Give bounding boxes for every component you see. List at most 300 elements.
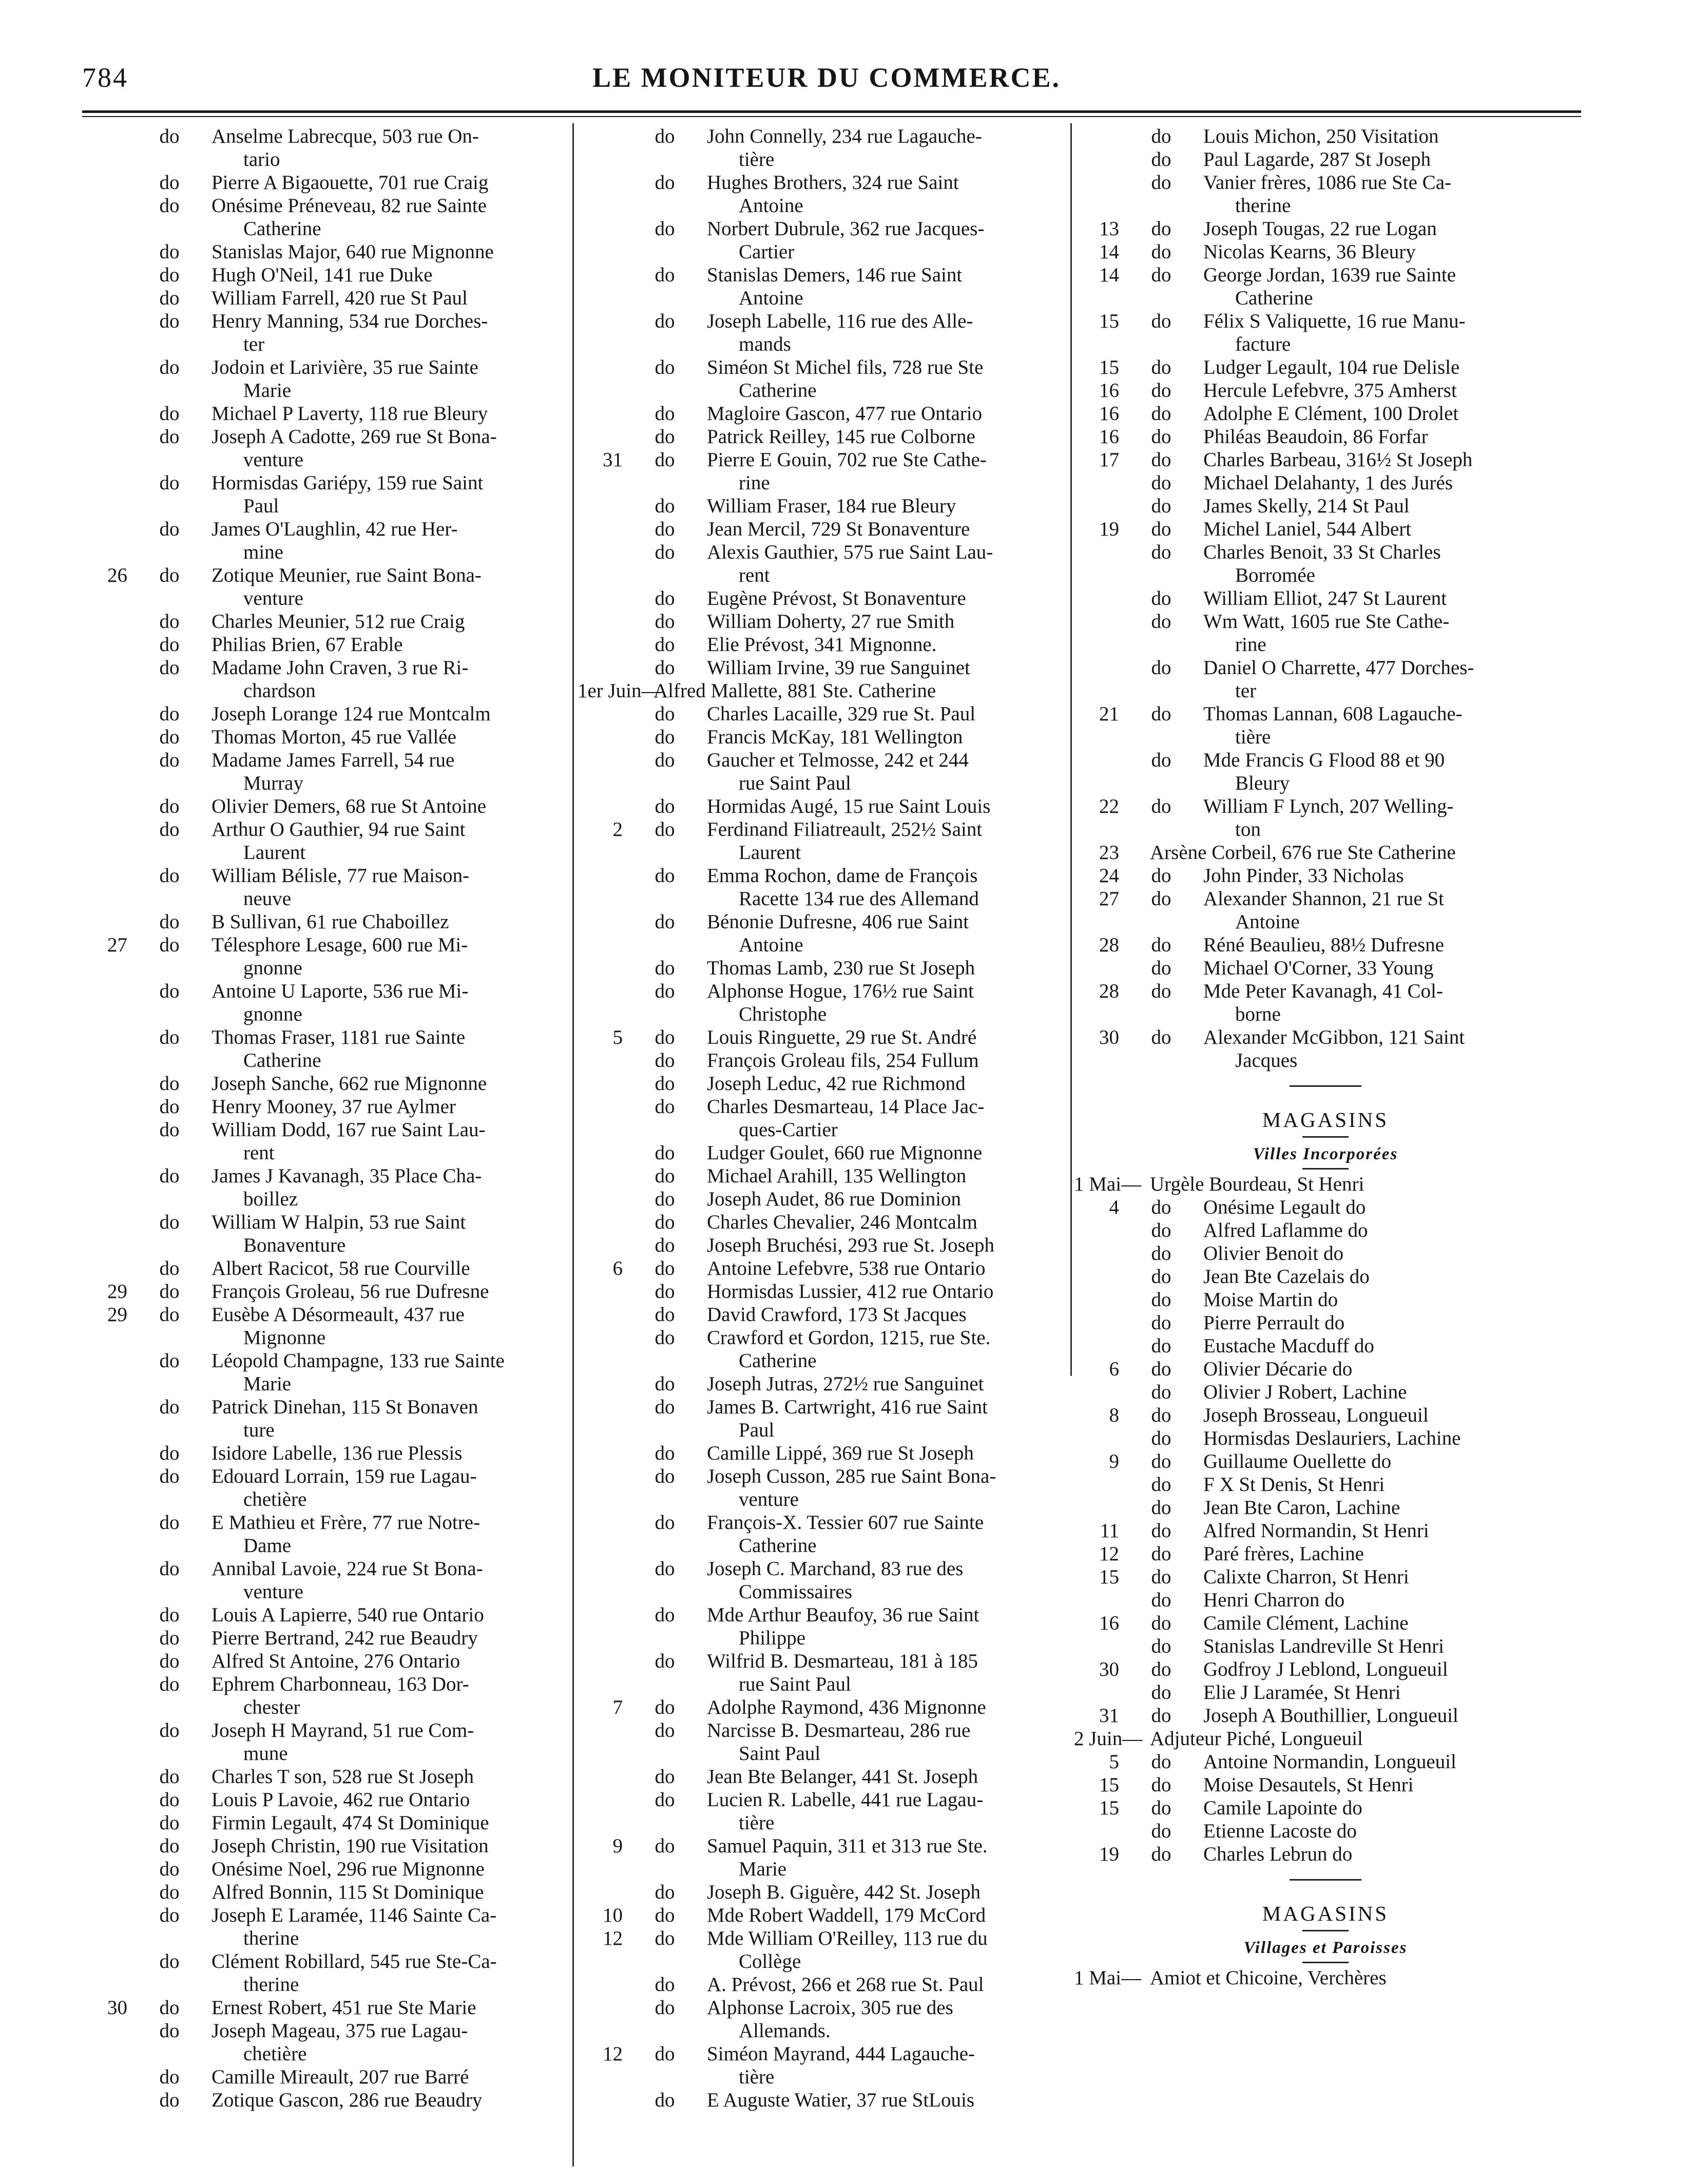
column-separator [572, 123, 574, 2167]
entry-line: Joseph Lorange 124 rue Montcalm [212, 703, 491, 725]
section-title: MAGASINS [1262, 1902, 1389, 1925]
list-entry [578, 725, 1068, 749]
entry-line: Onésime Noel, 296 rue Mignonne [212, 1858, 485, 1880]
entry-line: Saint Paul [739, 1742, 821, 1765]
entry-line: Hormidas Augé, 15 rue Saint Louis [707, 795, 991, 817]
entry-line: Narcisse B. Desmarteau, 286 rue [707, 1719, 971, 1741]
ditto-mark: do [655, 1696, 675, 1718]
entry-line: Joseph C. Marchand, 83 rue des [707, 1558, 964, 1580]
list-entry [1074, 1173, 1577, 1196]
ditto-mark: do [1151, 171, 1171, 194]
list-entry [578, 1904, 1068, 1927]
ditto-mark: do [159, 865, 180, 887]
entry-line: Catherine [243, 218, 321, 240]
list-entry [578, 1788, 1068, 1834]
entry-date: 29 [107, 1280, 127, 1302]
entry-date: 15 [1099, 1774, 1119, 1796]
entry-line: Vanier frères, 1086 rue Ste Ca- [1203, 171, 1451, 194]
ditto-mark: do [1151, 795, 1171, 817]
list-entry [578, 356, 1068, 402]
entry-line: ton [1235, 818, 1261, 840]
list-entry [82, 818, 570, 864]
entry-line: Pierre Perrault do [1203, 1312, 1345, 1334]
section-divider [1302, 1168, 1349, 1170]
ditto-mark: do [1151, 980, 1171, 1002]
list-entry [578, 980, 1068, 1026]
ditto-mark: do [1151, 1219, 1171, 1241]
ditto-mark: do [159, 1442, 180, 1464]
entry-line: Hormisdas Lussier, 412 rue Ontario [707, 1280, 994, 1302]
entry-line: Joseph Christin, 190 rue Visitation [212, 1835, 489, 1857]
entry-line: Marie [739, 1858, 787, 1880]
entry-line: Amiot et Chicoine, Verchères [1150, 1967, 1387, 1989]
list-entry [82, 2065, 570, 2089]
ditto-mark: do [159, 171, 180, 194]
entry-date: 21 [1099, 703, 1119, 725]
list-entry [82, 656, 570, 702]
ditto-mark: do [1151, 1820, 1171, 1842]
ditto-mark: do [655, 2089, 675, 2111]
list-entry [1074, 448, 1577, 471]
list-entry [82, 1996, 570, 2019]
ditto-mark: do [655, 1465, 675, 1487]
list-entry [578, 587, 1068, 610]
entry-date: 15 [1099, 310, 1119, 332]
entry-line: Cartier [739, 241, 795, 263]
header-rule-thin [82, 116, 1581, 117]
entry-line: E Mathieu et Frère, 77 rue Notre- [212, 1511, 481, 1534]
entry-date: 12 [603, 2043, 623, 2065]
ditto-mark: do [655, 980, 675, 1002]
entry-date: 30 [1099, 1026, 1119, 1048]
entry-line: Ephrem Charbonneau, 163 Dor- [212, 1673, 469, 1695]
entry-line: Dame [243, 1535, 292, 1557]
entry-line: Annibal Lavoie, 224 rue St Bona- [212, 1558, 483, 1580]
ditto-mark: do [655, 1835, 675, 1857]
list-entry [1074, 1404, 1577, 1427]
ditto-mark: do [655, 1026, 675, 1048]
entry-line: Antoine Lefebvre, 538 rue Ontario [707, 1257, 986, 1279]
list-entry [1074, 379, 1577, 402]
ditto-mark: do [159, 2066, 180, 2088]
entry-line: Antoine [739, 195, 803, 217]
ditto-mark: do [1151, 241, 1171, 263]
list-entry [1074, 494, 1577, 518]
ditto-mark: do [1151, 426, 1171, 448]
entry-line: Thomas Lamb, 230 rue St Joseph [707, 957, 975, 979]
entry-date: 28 [1099, 980, 1119, 1002]
entry-line: E Auguste Watier, 37 rue StLouis [707, 2089, 975, 2111]
ditto-mark: do [1151, 610, 1171, 633]
list-entry [82, 1257, 570, 1280]
entry-line: Mignonne [243, 1327, 326, 1349]
entry-line: Catherine [739, 379, 817, 401]
ditto-mark: do [655, 1789, 675, 1811]
ditto-mark: do [1151, 1404, 1171, 1426]
entry-date: 5 [1109, 1751, 1119, 1773]
ditto-mark: do [159, 726, 180, 748]
entry-line: Eusèbe A Désormeault, 437 rue [212, 1304, 465, 1326]
entry-line: Stanislas Landreville St Henri [1203, 1635, 1444, 1657]
entry-date: 15 [1099, 356, 1119, 378]
ditto-mark: do [655, 1558, 675, 1580]
ditto-mark: do [159, 1627, 180, 1649]
entry-line: Edouard Lorrain, 159 rue Lagau- [212, 1465, 477, 1487]
ditto-mark: do [655, 1049, 675, 1071]
ditto-mark: do [655, 125, 675, 147]
entry-line: William Farrell, 420 rue St Paul [212, 287, 468, 309]
entry-line: Joseph H Mayrand, 51 rue Com- [212, 1719, 474, 1741]
entry-line: Bonaventure [243, 1234, 346, 1256]
entry-date: 31 [1099, 1704, 1119, 1727]
ditto-mark: do [1151, 1497, 1171, 1519]
ditto-mark: do [655, 1211, 675, 1233]
entry-date: 23 [1099, 841, 1119, 864]
list-entry [82, 125, 570, 171]
ditto-mark: do [1151, 495, 1171, 517]
list-entry [1074, 240, 1577, 263]
ditto-mark: do [159, 1280, 180, 1302]
entry-line: John Pinder, 33 Nicholas [1203, 865, 1404, 887]
ditto-mark: do [655, 1257, 675, 1279]
list-entry [82, 171, 570, 194]
entry-line: venture [243, 587, 303, 609]
ditto-mark: do [655, 1511, 675, 1534]
entry-line: Elie J Laramée, St Henri [1203, 1681, 1401, 1703]
entry-line: François-X. Tessier 607 rue Sainte [707, 1511, 984, 1534]
entry-line: neuve [243, 888, 292, 910]
entry-date: 24 [1099, 865, 1119, 887]
list-entry [82, 425, 570, 471]
entry-line: Mde William O'Reilley, 113 rue du [707, 1927, 988, 1949]
entry-date: 16 [1099, 426, 1119, 448]
ditto-mark: do [1151, 1543, 1171, 1565]
entry-date: 1er Juin— [578, 680, 662, 702]
list-entry [82, 356, 570, 402]
entry-line: Camille Mireault, 207 rue Barré [212, 2066, 469, 2088]
ditto-mark: do [1151, 1196, 1171, 1218]
ditto-mark: do [1151, 148, 1171, 170]
entry-line: Calixte Charron, St Henri [1203, 1566, 1409, 1588]
ditto-mark: do [655, 171, 675, 194]
list-entry [82, 518, 570, 564]
entry-date: 30 [107, 1997, 127, 2019]
list-entry [578, 1095, 1068, 1141]
list-entry [82, 749, 570, 795]
list-entry [578, 1834, 1068, 1881]
entry-line: Olivier Benoit do [1203, 1242, 1343, 1265]
entry-line: Jean Bte Caron, Lachine [1203, 1497, 1400, 1519]
entry-date: 4 [1109, 1196, 1119, 1218]
list-entry [578, 1765, 1068, 1788]
ditto-mark: do [159, 1904, 180, 1926]
list-entry [578, 1326, 1068, 1372]
ditto-mark: do [159, 287, 180, 309]
entry-line: tière [739, 148, 775, 170]
list-entry [1074, 1450, 1577, 1473]
ditto-mark: do [655, 795, 675, 817]
list-entry [82, 1026, 570, 1072]
entry-line: Hercule Lefebvre, 375 Amherst [1203, 379, 1457, 401]
ditto-mark: do [1151, 1266, 1171, 1288]
entry-line: Philias Brien, 67 Erable [212, 634, 403, 656]
entry-line: Paul [739, 1419, 775, 1441]
ditto-mark: do [655, 1604, 675, 1626]
list-entry [82, 1788, 570, 1811]
entry-line: Alfred St Antoine, 276 Ontario [212, 1650, 460, 1672]
list-entry [82, 263, 570, 286]
ditto-mark: do [159, 1835, 180, 1857]
entry-line: Jean Bte Belanger, 441 St. Joseph [707, 1766, 978, 1788]
list-entry [1074, 518, 1577, 541]
list-entry [578, 1650, 1068, 1696]
entry-line: Ferdinand Filiatreault, 252½ Saint [707, 818, 983, 840]
entry-line: Siméon St Michel fils, 728 rue Ste [707, 356, 984, 378]
entry-line: Guillaume Ouellette do [1203, 1450, 1392, 1472]
ditto-mark: do [1151, 541, 1171, 563]
entry-line: Catherine [243, 1049, 321, 1071]
section-divider [1302, 1136, 1349, 1138]
entry-line: Olivier Décarie do [1203, 1358, 1353, 1380]
ditto-mark: do [159, 1119, 180, 1141]
entry-line: William Irvine, 39 rue Sanguinet [707, 657, 970, 679]
entry-line: William Bélisle, 77 rue Maison- [212, 865, 470, 887]
list-entry [82, 795, 570, 818]
ditto-mark: do [159, 1396, 180, 1418]
entry-date: 22 [1099, 795, 1119, 817]
ditto-mark: do [159, 1350, 180, 1372]
entry-line: Godfroy J Leblond, Longueuil [1203, 1658, 1448, 1680]
entry-line: Marie [243, 1373, 292, 1395]
list-entry [578, 518, 1068, 541]
column-right [1074, 125, 1577, 1989]
entry-line: tière [739, 2066, 775, 2088]
ditto-mark: do [159, 1789, 180, 1811]
list-entry [1074, 1704, 1577, 1727]
list-entry [1074, 1427, 1577, 1450]
entry-line: Jean Bte Cazelais do [1203, 1266, 1370, 1288]
entry-date: 9 [612, 1835, 623, 1857]
list-entry [1074, 1658, 1577, 1681]
ditto-mark: do [655, 1904, 675, 1926]
entry-line: Emma Rochon, dame de François [707, 865, 978, 887]
entry-line: Charles Lebrun do [1203, 1843, 1353, 1865]
entry-line: Joseph Sanche, 662 rue Mignonne [212, 1072, 487, 1095]
ditto-mark: do [1151, 1242, 1171, 1265]
list-entry [82, 933, 570, 980]
ditto-mark: do [1151, 1473, 1171, 1496]
list-entry [1074, 1334, 1577, 1357]
running-title: LE MONITEUR DU COMMERCE. [592, 62, 1061, 93]
entry-line: Albert Racicot, 58 rue Courville [212, 1257, 470, 1279]
entry-line: William W Halpin, 53 rue Saint [212, 1211, 466, 1233]
entry-line: ques-Cartier [739, 1119, 838, 1141]
list-entry [578, 910, 1068, 956]
ditto-mark: do [159, 1719, 180, 1741]
list-entry [1074, 702, 1577, 749]
entry-line: Eustache Macduff do [1203, 1335, 1374, 1357]
ditto-mark: do [159, 1650, 180, 1672]
entry-line: Hugh O'Neil, 141 rue Duke [212, 264, 433, 286]
section-subtitle: Villages et Paroisses [1243, 1939, 1408, 1957]
list-entry [82, 1857, 570, 1881]
entry-line: venture [739, 1488, 799, 1510]
ditto-mark: do [1151, 1681, 1171, 1703]
list-entry [578, 125, 1068, 171]
list-entry [578, 494, 1068, 518]
entry-line: Michel Laniel, 544 Albert [1203, 518, 1412, 540]
entry-line: ter [243, 333, 265, 355]
entry-line: Paul Lagarde, 287 St Joseph [1203, 148, 1431, 170]
section-title: MAGASINS [1262, 1108, 1389, 1132]
entry-line: Mde Robert Waddell, 179 McCord [707, 1904, 986, 1926]
list-entry [1074, 1242, 1577, 1265]
ditto-mark: do [1151, 1658, 1171, 1680]
entry-line: Alfred Laflamme do [1203, 1219, 1368, 1241]
entry-line: Laurent [243, 841, 306, 864]
list-entry [1074, 1588, 1577, 1612]
list-entry [578, 679, 1068, 702]
entry-line: Clément Robillard, 545 rue Ste-Ca- [212, 1950, 497, 1972]
entry-line: Arsène Corbeil, 676 rue Ste Catherine [1150, 841, 1456, 864]
entry-line: Alphonse Lacroix, 305 rue des [707, 1997, 953, 2019]
list-entry [578, 217, 1068, 263]
list-entry [82, 1164, 570, 1211]
list-entry [82, 310, 570, 356]
ditto-mark: do [1151, 518, 1171, 540]
entry-date: 12 [1099, 1543, 1119, 1565]
ditto-mark: do [159, 426, 180, 448]
entry-date: 14 [1099, 241, 1119, 263]
list-entry [82, 725, 570, 749]
list-entry [1074, 795, 1577, 841]
ditto-mark: do [1151, 379, 1171, 401]
entry-line: tario [243, 148, 280, 170]
list-entry [1074, 1288, 1577, 1311]
entry-date: 26 [107, 564, 127, 586]
entry-line: Camille Lippé, 369 rue St Joseph [707, 1442, 974, 1464]
ditto-mark: do [159, 634, 180, 656]
list-entry [578, 864, 1068, 910]
entry-date: 10 [603, 1904, 623, 1926]
ditto-mark: do [159, 657, 180, 679]
entry-line: Antoine Normandin, Longueuil [1203, 1751, 1456, 1773]
list-entry [578, 702, 1068, 725]
entry-line: Stanislas Major, 640 rue Mignonne [212, 241, 494, 263]
entry-line: B Sullivan, 61 rue Chaboillez [212, 911, 449, 933]
column-left [82, 125, 570, 2112]
entry-line: Félix S Valiquette, 16 rue Manu- [1203, 310, 1466, 332]
entry-line: Catherine [739, 1535, 817, 1557]
entry-line: Henri Charron do [1203, 1589, 1345, 1611]
entry-line: Pierre E Gouin, 702 rue Ste Cathe- [707, 449, 987, 471]
ditto-mark: do [1151, 1612, 1171, 1634]
ditto-mark: do [1151, 1704, 1171, 1727]
list-entry [1074, 402, 1577, 425]
list-entry [82, 1811, 570, 1834]
entry-line: Racette 134 rue des Allemand [739, 888, 979, 910]
list-entry [1074, 887, 1577, 933]
entry-date: 14 [1099, 264, 1119, 286]
list-entry [82, 1395, 570, 1442]
entry-line: John Connelly, 234 rue Lagauche- [707, 125, 982, 147]
entry-line: Louis Michon, 250 Visitation [1203, 125, 1439, 147]
entry-text [1074, 1966, 1577, 1989]
list-entry [578, 448, 1068, 494]
list-entry [82, 610, 570, 633]
ditto-mark: do [159, 1558, 180, 1580]
entry-line: Olivier J Robert, Lachine [1203, 1381, 1407, 1403]
entry-date: 19 [1099, 1843, 1119, 1865]
entry-line: Antoine U Laporte, 536 rue Mi- [212, 980, 469, 1002]
ditto-mark: do [1151, 472, 1171, 494]
list-entry [82, 1280, 570, 1303]
entry-line: mune [243, 1742, 288, 1765]
list-entry [82, 1557, 570, 1603]
ditto-mark: do [159, 749, 180, 771]
list-entry [578, 1973, 1068, 1996]
ditto-mark: do [1151, 1589, 1171, 1611]
list-entry [82, 194, 570, 240]
ditto-mark: do [159, 2089, 180, 2111]
entry-line: Alfred Mallette, 881 Ste. Catherine [654, 680, 936, 702]
list-entry [1074, 656, 1577, 702]
ditto-mark: do [159, 980, 180, 1002]
ditto-mark: do [159, 610, 180, 633]
ditto-mark: do [1151, 1358, 1171, 1380]
entry-line: Adolphe E Clément, 100 Drolet [1203, 403, 1459, 425]
entry-line: Joseph Jutras, 272½ rue Sanguinet [707, 1373, 984, 1395]
ditto-mark: do [655, 1766, 675, 1788]
entry-line: Bleury [1235, 772, 1290, 794]
entry-line: Firmin Legault, 474 St Dominique [212, 1812, 489, 1834]
entry-line: Léopold Champagne, 133 rue Sainte [212, 1350, 505, 1372]
entry-line: Eugène Prévost, St Bonaventure [707, 587, 966, 609]
entry-line: Elie Prévost, 341 Mignonne. [707, 634, 937, 656]
entry-line: James Skelly, 214 St Paul [1203, 495, 1410, 517]
entry-line: ter [1235, 680, 1257, 702]
ditto-mark: do [159, 795, 180, 817]
ditto-mark: do [1151, 264, 1171, 286]
list-entry [578, 1465, 1068, 1511]
ditto-mark: do [655, 541, 675, 563]
list-entry [1074, 1473, 1577, 1496]
entry-line: François Groleau fils, 254 Fullum [707, 1049, 979, 1071]
ditto-mark: do [159, 1257, 180, 1279]
entry-line: Joseph Cusson, 285 rue Saint Bona- [707, 1465, 996, 1487]
list-entry [578, 1072, 1068, 1095]
ditto-mark: do [1151, 403, 1171, 425]
entry-line: Télesphore Lesage, 600 rue Mi- [212, 934, 468, 956]
ditto-mark: do [655, 1142, 675, 1164]
ditto-mark: do [1151, 934, 1171, 956]
ditto-mark: do [655, 518, 675, 540]
ditto-mark: do [159, 518, 180, 540]
entry-line: Michael O'Corner, 33 Young [1203, 957, 1434, 979]
ditto-mark: do [159, 1812, 180, 1834]
list-entry [82, 1349, 570, 1395]
list-entry [82, 240, 570, 263]
list-entry [1074, 749, 1577, 795]
entry-line: Pierre A Bigaouette, 701 rue Craig [212, 171, 489, 194]
entry-line: Hormisdas Gariépy, 159 rue Saint [212, 472, 484, 494]
entry-line: James B. Cartwright, 416 rue Saint [707, 1396, 988, 1418]
list-entry [1074, 148, 1577, 171]
ditto-mark: do [159, 1211, 180, 1233]
entry-line: Patrick Reilley, 145 rue Colborne [707, 426, 975, 448]
entry-line: Joseph Audet, 86 rue Dominion [707, 1188, 962, 1210]
list-entry [1074, 1357, 1577, 1381]
